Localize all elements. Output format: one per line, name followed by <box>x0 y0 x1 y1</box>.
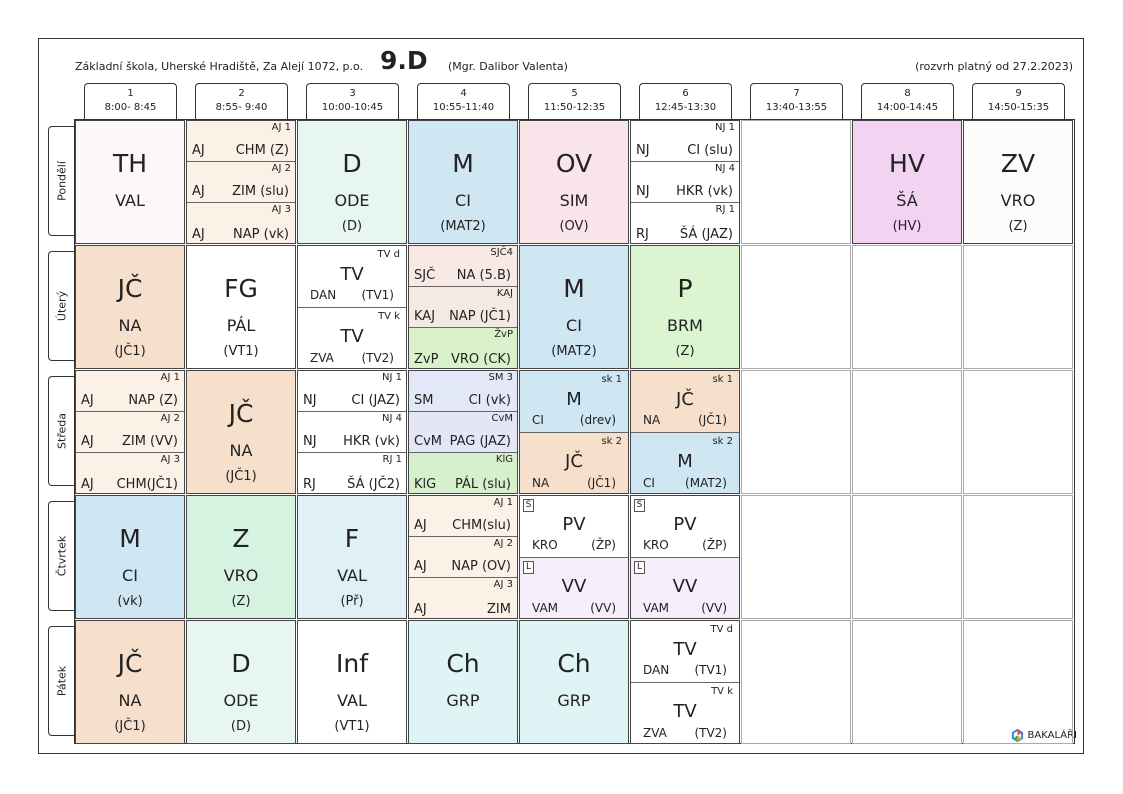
lesson-teacher: NA <box>118 316 142 335</box>
lesson-cell-tue-1[interactable] <box>75 245 185 369</box>
period-tab-7 <box>750 83 843 120</box>
lesson-cell-wed-3[interactable] <box>297 370 407 494</box>
group-teacher-room: CI (slu) <box>687 143 733 158</box>
group-teacher-room: NAP (JČ1) <box>449 309 511 324</box>
group-room: (ŽP) <box>702 538 727 552</box>
group-subject: TV <box>340 264 364 285</box>
period-number: 5 <box>571 88 578 99</box>
week-badge: S <box>634 499 645 512</box>
period-time: 13:40-13:55 <box>765 102 828 113</box>
day-tab-fri <box>48 626 75 736</box>
group-room: (ŽP) <box>591 538 616 552</box>
group-teacher: KRO <box>643 538 669 552</box>
group-room: (JČ1) <box>587 476 616 490</box>
group-subject: PV <box>673 514 697 535</box>
period-number: 3 <box>349 88 356 99</box>
group-label: sk 2 <box>601 436 622 447</box>
group-teacher: ZVA <box>310 351 334 365</box>
period-time: 10:00-10:45 <box>321 102 384 113</box>
week-badge: L <box>523 561 534 574</box>
period-time: 8:00- 8:45 <box>104 102 157 113</box>
empty-cell-fri-9 <box>963 620 1073 744</box>
lesson-subject: M <box>563 274 585 303</box>
group-label: SM 3 <box>488 372 513 383</box>
group-teacher-room: NAP (OV) <box>451 559 511 574</box>
period-time: 10:55-11:40 <box>432 102 495 113</box>
group-lesson[interactable] <box>298 246 406 308</box>
empty-cell-fri-7 <box>741 620 851 744</box>
group-subject: AJ <box>81 477 94 492</box>
lesson-subject: Z <box>232 524 250 553</box>
group-teacher-room: CHM(JČ1) <box>116 477 178 492</box>
lesson-cell-tue-4[interactable] <box>408 245 518 369</box>
lesson-subject: HV <box>889 149 925 178</box>
group-label: CvM <box>491 413 513 424</box>
group-lesson[interactable] <box>298 412 406 453</box>
lesson-room: (Z) <box>231 594 251 609</box>
group-lesson[interactable] <box>298 308 406 369</box>
lesson-subject: Inf <box>335 649 369 678</box>
period-tab-8 <box>861 83 954 120</box>
empty-cell-thu-7 <box>741 495 851 619</box>
lesson-teacher: CI <box>566 316 582 335</box>
group-subject: RJ <box>636 227 649 242</box>
period-tab-5 <box>528 83 621 120</box>
group-label: sk 1 <box>712 374 733 385</box>
group-room: (VV) <box>701 601 727 615</box>
lesson-subject: OV <box>555 149 593 178</box>
lesson-room: (Př) <box>340 594 364 609</box>
period-tab-1 <box>84 83 177 120</box>
group-label: AJ 3 <box>493 579 513 590</box>
group-lesson[interactable] <box>76 453 184 494</box>
group-subject: AJ <box>414 559 427 574</box>
group-label: NJ 1 <box>382 372 402 383</box>
period-tab-4 <box>417 83 510 120</box>
group-room: (TV2) <box>361 351 394 365</box>
group-subject: TV <box>673 639 697 660</box>
group-teacher-room: CI (JAZ) <box>351 393 400 408</box>
period-time: 12:45-13:30 <box>654 102 717 113</box>
group-subject: AJ <box>192 143 205 158</box>
lesson-teacher: SIM <box>559 191 589 210</box>
day-label: Pondělí <box>55 161 69 201</box>
group-teacher-room: VRO (CK) <box>450 352 511 367</box>
group-teacher: VAM <box>532 601 559 615</box>
group-lesson[interactable] <box>631 496 739 558</box>
group-subject: PV <box>562 514 586 535</box>
group-lesson[interactable] <box>298 371 406 412</box>
group-subject: TV <box>340 326 364 347</box>
group-subject: AJ <box>414 602 427 617</box>
period-tab-9 <box>972 83 1065 120</box>
lesson-cell-mon-6[interactable] <box>630 120 740 244</box>
group-lesson[interactable] <box>409 537 517 578</box>
group-lesson[interactable] <box>409 287 517 328</box>
group-lesson[interactable] <box>520 496 628 558</box>
group-room: (TV1) <box>694 663 727 677</box>
group-subject: AJ <box>81 434 94 449</box>
group-subject: AJ <box>414 518 427 533</box>
period-tab-2 <box>195 83 288 120</box>
group-subject: AJ <box>192 184 205 199</box>
lesson-subject: P <box>677 274 693 303</box>
lesson-subject: Ch <box>557 649 591 678</box>
empty-cell-tue-8 <box>852 245 962 369</box>
group-subject: KAJ <box>414 309 436 324</box>
group-label: AJ 1 <box>160 372 180 383</box>
lesson-subject: Ch <box>446 649 480 678</box>
lesson-room: (OV) <box>559 219 589 234</box>
group-teacher: CI <box>643 476 655 490</box>
lesson-subject: TH <box>112 149 148 178</box>
group-teacher-room: ZIM <box>487 602 511 617</box>
lesson-teacher: VAL <box>337 691 367 710</box>
lesson-teacher: ŠÁ <box>896 191 918 210</box>
day-tab-thu <box>48 501 75 611</box>
period-number: 8 <box>904 88 911 99</box>
group-teacher: NA <box>532 476 550 490</box>
lesson-room: (D) <box>230 719 252 734</box>
group-subject: AJ <box>192 227 205 242</box>
day-label: Pátek <box>55 665 69 697</box>
period-tab-6 <box>639 83 732 120</box>
lesson-room: (VT1) <box>334 719 370 734</box>
period-number: 6 <box>682 88 689 99</box>
lesson-subject: FG <box>224 274 258 303</box>
group-lesson[interactable] <box>187 162 295 203</box>
period-number: 9 <box>1015 88 1022 99</box>
lesson-cell-tue-3[interactable] <box>297 245 407 369</box>
group-subject: JČ <box>676 389 694 410</box>
group-subject: RJ <box>303 477 316 492</box>
group-lesson[interactable] <box>187 203 295 244</box>
group-subject: VV <box>561 576 587 597</box>
group-label: TV k <box>711 686 733 697</box>
group-label: TV d <box>377 249 400 260</box>
group-subject: NJ <box>636 143 650 158</box>
group-room: (MAT2) <box>685 476 727 490</box>
group-lesson[interactable] <box>409 453 517 494</box>
group-teacher: DAN <box>643 663 670 677</box>
group-lesson[interactable] <box>631 121 739 162</box>
group-label: RJ 1 <box>715 204 735 215</box>
lesson-room: (Z) <box>675 344 695 359</box>
lesson-cell-mon-5[interactable] <box>519 120 629 244</box>
lesson-cell-tue-2[interactable] <box>186 245 296 369</box>
lesson-cell-fri-4[interactable] <box>408 620 518 744</box>
lesson-cell-mon-8[interactable] <box>852 120 962 244</box>
lesson-cell-wed-1[interactable] <box>75 370 185 494</box>
group-teacher-room: PÁL (slu) <box>454 477 511 492</box>
lesson-cell-thu-5[interactable] <box>519 495 629 619</box>
group-lesson[interactable] <box>409 371 517 412</box>
group-teacher-room: CHM (Z) <box>235 143 289 158</box>
period-time: 11:50-12:35 <box>543 102 606 113</box>
group-lesson[interactable] <box>76 412 184 453</box>
lesson-teacher: ODE <box>334 191 370 210</box>
group-label: AJ 1 <box>271 122 291 133</box>
group-label: NJ 4 <box>715 163 735 174</box>
group-room: (VV) <box>590 601 616 615</box>
group-teacher-room: CHM(slu) <box>452 518 511 533</box>
lesson-room: (Z) <box>1008 219 1028 234</box>
period-number: 2 <box>238 88 245 99</box>
period-number: 4 <box>460 88 467 99</box>
lesson-cell-fri-5[interactable] <box>519 620 629 744</box>
group-room: (JČ1) <box>698 413 727 427</box>
lesson-cell-mon-9[interactable] <box>963 120 1073 244</box>
group-teacher-room: CI (vk) <box>468 393 511 408</box>
period-number: 7 <box>793 88 800 99</box>
group-lesson[interactable] <box>409 578 517 619</box>
lesson-teacher: GRP <box>446 691 480 710</box>
group-label: TV k <box>378 311 400 322</box>
lesson-teacher: ODE <box>223 691 259 710</box>
group-teacher-room: HKR (vk) <box>676 184 733 199</box>
group-label: sk 1 <box>601 374 622 385</box>
group-subject: AJ <box>81 393 94 408</box>
group-lesson[interactable] <box>409 496 517 537</box>
group-lesson[interactable] <box>409 246 517 287</box>
group-lesson[interactable] <box>631 621 739 683</box>
lesson-room: (JČ1) <box>225 469 257 484</box>
lesson-teacher: VRO <box>223 566 259 585</box>
empty-cell-wed-9 <box>963 370 1073 494</box>
group-label: KlG <box>495 454 513 465</box>
lesson-teacher: VAL <box>115 191 145 210</box>
group-subject: NJ <box>636 184 650 199</box>
group-teacher: DAN <box>310 288 337 302</box>
lesson-cell-mon-1[interactable] <box>75 120 185 244</box>
empty-cell-fri-8 <box>852 620 962 744</box>
lesson-room: (JČ1) <box>114 344 146 359</box>
group-subject: SM <box>414 393 434 408</box>
school-name: Základní škola, Uherské Hradiště, Za Alejí 1072, p.o. <box>75 60 364 73</box>
lesson-subject: JČ <box>117 649 143 678</box>
empty-cell-tue-9 <box>963 245 1073 369</box>
group-subject: JČ <box>565 451 583 472</box>
day-label: Čtvrtek <box>55 535 69 577</box>
group-teacher: ZVA <box>643 726 667 740</box>
group-teacher-room: NAP (Z) <box>128 393 178 408</box>
group-teacher-room: ZIM (VV) <box>121 434 178 449</box>
group-subject: KlG <box>414 477 437 492</box>
group-label: AJ 3 <box>160 454 180 465</box>
group-teacher: CI <box>532 413 544 427</box>
lesson-subject: F <box>344 524 360 553</box>
group-lesson[interactable] <box>631 683 739 744</box>
group-subject: TV <box>673 701 697 722</box>
lesson-subject: M <box>452 149 474 178</box>
day-label: Úterý <box>55 290 69 322</box>
lesson-room: (VT1) <box>223 344 259 359</box>
lesson-subject: M <box>119 524 141 553</box>
lesson-cell-mon-3[interactable] <box>297 120 407 244</box>
period-tab-3 <box>306 83 399 120</box>
group-teacher: VAM <box>643 601 670 615</box>
lesson-teacher: GRP <box>557 691 591 710</box>
group-lesson[interactable] <box>76 371 184 412</box>
group-subject: SJČ <box>414 268 436 283</box>
class-title: 9.D <box>380 46 428 75</box>
day-tab-wed <box>48 376 75 486</box>
empty-cell-wed-8 <box>852 370 962 494</box>
lesson-cell-mon-4[interactable] <box>408 120 518 244</box>
logo-text: BAKALÁŘI <box>1027 730 1077 741</box>
valid-from: (rozvrh platný od 27.2.2023) <box>915 60 1073 73</box>
lesson-room: (JČ1) <box>114 719 146 734</box>
lesson-cell-fri-3[interactable] <box>297 620 407 744</box>
lesson-subject: JČ <box>117 274 143 303</box>
group-subject: CvM <box>414 434 442 449</box>
lesson-room: (MAT2) <box>551 344 597 359</box>
lesson-cell-thu-1[interactable] <box>75 495 185 619</box>
group-lesson[interactable] <box>631 558 739 619</box>
group-label: KAJ <box>496 288 513 299</box>
lesson-subject: D <box>231 649 251 678</box>
group-teacher-room: NA (5.B) <box>456 268 511 283</box>
group-label: AJ 2 <box>160 413 180 424</box>
group-label: AJ 2 <box>493 538 513 549</box>
group-label: AJ 1 <box>493 497 513 508</box>
group-lesson[interactable] <box>631 162 739 203</box>
day-tab-mon <box>48 126 75 236</box>
group-lesson[interactable] <box>520 433 628 494</box>
group-teacher-room: NAP (vk) <box>233 227 289 242</box>
lesson-cell-fri-6[interactable] <box>630 620 740 744</box>
group-room: (TV2) <box>694 726 727 740</box>
empty-cell-mon-7 <box>741 120 851 244</box>
lesson-subject: D <box>342 149 362 178</box>
lesson-teacher: VAL <box>337 566 367 585</box>
group-lesson[interactable] <box>409 412 517 453</box>
group-label: NJ 1 <box>715 122 735 133</box>
lesson-cell-thu-2[interactable] <box>186 495 296 619</box>
lesson-subject: JČ <box>228 399 254 428</box>
group-label: AJ 3 <box>271 204 291 215</box>
week-badge: L <box>634 561 645 574</box>
lesson-teacher: CI <box>122 566 138 585</box>
lesson-cell-wed-6[interactable] <box>630 370 740 494</box>
lesson-cell-wed-4[interactable] <box>408 370 518 494</box>
lesson-cell-thu-6[interactable] <box>630 495 740 619</box>
group-room: (TV1) <box>361 288 394 302</box>
lesson-room: (MAT2) <box>440 219 486 234</box>
lesson-cell-thu-3[interactable] <box>297 495 407 619</box>
period-time: 14:00-14:45 <box>876 102 939 113</box>
lesson-teacher: PÁL <box>226 316 256 335</box>
period-time: 8:55- 9:40 <box>215 102 268 113</box>
group-subject: M <box>677 451 693 472</box>
group-lesson[interactable] <box>520 558 628 619</box>
group-subject: NJ <box>303 434 317 449</box>
day-tab-tue <box>48 251 75 361</box>
group-room: (drev) <box>579 413 616 427</box>
empty-cell-wed-7 <box>741 370 851 494</box>
group-lesson[interactable] <box>520 371 628 433</box>
group-subject: NJ <box>303 393 317 408</box>
group-teacher: KRO <box>532 538 558 552</box>
lesson-cell-tue-5[interactable] <box>519 245 629 369</box>
class-teacher: (Mgr. Dalibor Valenta) <box>448 60 568 73</box>
group-teacher: NA <box>643 413 661 427</box>
lesson-cell-fri-2[interactable] <box>186 620 296 744</box>
group-subject: M <box>566 389 582 410</box>
group-label: RJ 1 <box>382 454 402 465</box>
week-badge: S <box>523 499 534 512</box>
lesson-cell-wed-2[interactable] <box>186 370 296 494</box>
lesson-cell-tue-6[interactable] <box>630 245 740 369</box>
group-lesson[interactable] <box>409 328 517 369</box>
lesson-teacher: VRO <box>1000 191 1036 210</box>
lesson-room: (D) <box>341 219 363 234</box>
lesson-subject: ZV <box>1000 149 1036 178</box>
group-label: NJ 4 <box>382 413 402 424</box>
period-number: 1 <box>127 88 134 99</box>
group-teacher-room: ZIM (slu) <box>232 184 289 199</box>
empty-cell-thu-8 <box>852 495 962 619</box>
lesson-teacher: NA <box>229 441 253 460</box>
group-lesson[interactable] <box>187 121 295 162</box>
lesson-teacher: CI <box>455 191 471 210</box>
group-teacher-room: ŠÁ (JAZ) <box>679 227 733 242</box>
day-label: Středa <box>55 412 69 450</box>
group-lesson[interactable] <box>631 371 739 433</box>
period-time: 14:50-15:35 <box>987 102 1050 113</box>
lesson-room: (vk) <box>117 594 143 609</box>
group-teacher-room: PAG (JAZ) <box>449 434 511 449</box>
group-subject: VV <box>672 576 698 597</box>
lesson-teacher: NA <box>118 691 142 710</box>
group-label: sk 2 <box>712 436 733 447</box>
group-lesson[interactable] <box>298 453 406 494</box>
empty-cell-tue-7 <box>741 245 851 369</box>
group-subject: ZvP <box>414 352 439 367</box>
lesson-cell-wed-5[interactable] <box>519 370 629 494</box>
lesson-room: (HV) <box>892 219 922 234</box>
empty-cell-thu-9 <box>963 495 1073 619</box>
group-lesson[interactable] <box>631 433 739 494</box>
lesson-cell-mon-2[interactable] <box>186 120 296 244</box>
lesson-cell-fri-1[interactable] <box>75 620 185 744</box>
group-label: AJ 2 <box>271 163 291 174</box>
group-lesson[interactable] <box>631 203 739 244</box>
group-teacher-room: ŠÁ (JČ2) <box>347 477 400 492</box>
group-label: SJČ4 <box>490 247 513 258</box>
group-label: ŽvP <box>494 329 513 340</box>
group-label: TV d <box>710 624 733 635</box>
group-teacher-room: HKR (vk) <box>343 434 400 449</box>
lesson-cell-thu-4[interactable] <box>408 495 518 619</box>
lesson-teacher: BRM <box>667 316 703 335</box>
